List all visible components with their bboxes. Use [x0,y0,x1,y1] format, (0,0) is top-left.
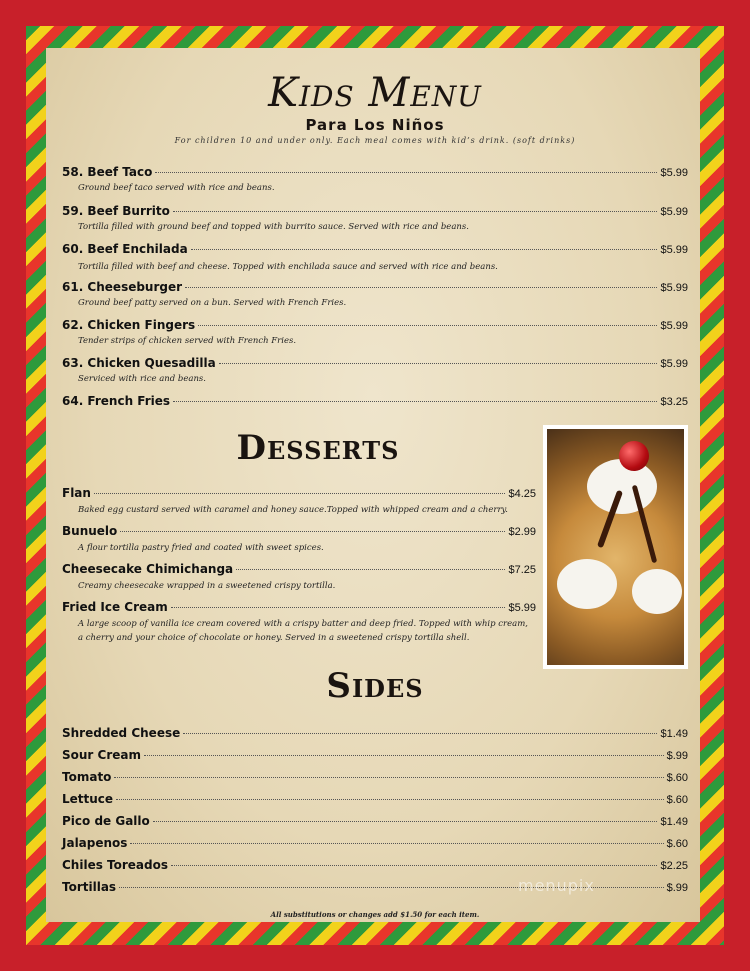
item-description: A large scoop of vanilla ice cream covered with a crispy batter and deep fried. Topped with whip cream, [78,619,528,629]
watermark: menupix [518,876,595,895]
item-price: $.60 [666,772,688,784]
item-name: Cheesecake Chimichanga [62,562,234,576]
item-price: $.99 [666,750,688,762]
item-name: Chiles Toreados [62,858,169,872]
menu-item [62,204,688,218]
kids-menu-subtitle: Para Los Niños [305,116,445,134]
item-price: $2.99 [508,526,536,538]
menu-item [62,770,688,784]
item-description: Baked egg custard served with caramel and honey sauce.Topped with whipped cream and a cherry. [78,505,508,515]
desserts-title: Desserts [236,428,400,468]
item-name: 61. Cheeseburger [62,280,183,294]
item-description: Tortilla filled with beef and cheese. Topped with enchilada sauce and served with rice and beans. [78,262,498,272]
item-description: Tortilla filled with ground beef and topped with burrito sauce. Served with rice and beans. [78,222,469,232]
menu-item [62,748,688,762]
item-name: Jalapenos [62,836,128,850]
menu-item [62,562,536,576]
item-name: Shredded Cheese [62,726,181,740]
item-name: 63. Chicken Quesadilla [62,356,216,370]
item-name: Tortillas [62,880,117,894]
item-price: $5.99 [660,320,688,332]
item-price: $5.99 [508,602,536,614]
item-price: $4.25 [508,488,536,500]
item-price: $2.25 [660,860,688,872]
menu-item [62,242,688,256]
menu-item [62,524,536,538]
item-price: $5.99 [660,244,688,256]
item-price: $.60 [666,838,688,850]
item-price: $.99 [666,882,688,894]
kids-menu-note: For children 10 and under only. Each meal comes with kid’s drink. (soft drinks) [174,136,576,145]
item-name: Bunuelo [62,524,118,538]
item-name: Flan [62,486,91,500]
menu-item [62,486,536,500]
footnote: All substitutions or changes add $1.50 for each item. [270,910,480,919]
menu-item [62,280,688,294]
item-name: 58. Beef Taco [62,165,153,179]
item-name: Tomato [62,770,112,784]
item-price: $5.99 [660,282,688,294]
menu-item [62,792,688,806]
menu-item [62,165,688,179]
menu-item [62,356,688,370]
item-price: $5.99 [660,206,688,218]
item-description: Tender strips of chicken served with French Fries. [78,336,297,346]
item-name: Fried Ice Cream [62,600,168,614]
item-name: 62. Chicken Fingers [62,318,196,332]
item-description-2: a cherry and your choice of chocolate or honey. Served in a sweetened crispy tortilla shell. [78,633,470,643]
menu-item [62,814,688,828]
menu-item [62,318,688,332]
menu-item [62,600,536,614]
menu-item [62,836,688,850]
fried-ice-cream-photo [543,425,688,669]
item-name: Lettuce [62,792,114,806]
item-description: Creamy cheesecake wrapped in a sweetened crispy tortilla. [78,581,336,591]
kids-menu-title: Kids Menu [268,70,482,116]
item-description: A flour tortilla pastry fried and coated with sweet spices. [78,543,324,553]
item-description: Serviced with rice and beans. [78,374,206,384]
item-name: 59. Beef Burrito [62,204,170,218]
item-name: 60. Beef Enchilada [62,242,188,256]
item-description: Ground beef taco served with rice and beans. [78,183,275,193]
sides-title: Sides [326,666,424,706]
item-price: $7.25 [508,564,536,576]
item-name: Pico de Gallo [62,814,150,828]
item-price: $5.99 [660,358,688,370]
item-price: $1.49 [660,728,688,740]
item-price: $3.25 [660,396,688,408]
item-description: Ground beef patty served on a bun. Served with French Fries. [78,298,347,308]
item-price: $5.99 [660,167,688,179]
item-name: Sour Cream [62,748,141,762]
item-price: $.60 [666,794,688,806]
menu-item [62,394,688,408]
item-price: $1.49 [660,816,688,828]
menu-item [62,726,688,740]
menu-item [62,858,688,872]
item-name: 64. French Fries [62,394,171,408]
